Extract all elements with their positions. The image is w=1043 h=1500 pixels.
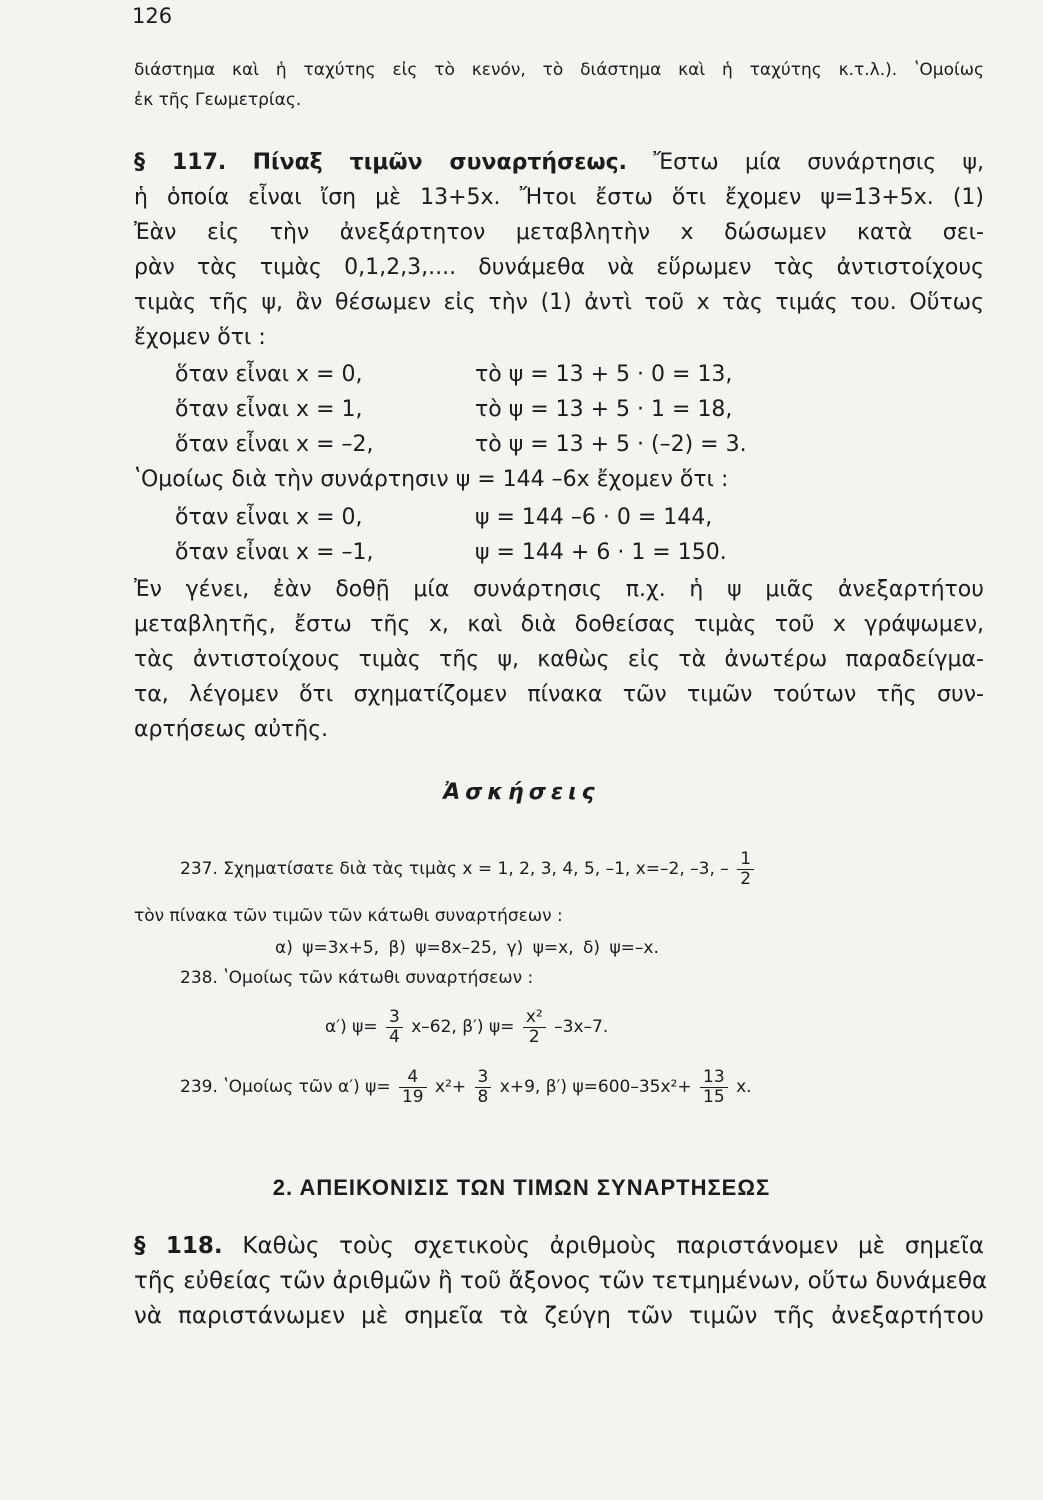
exercise-237-text: 237. Σχηματίσατε διὰ τὰς τιμὰς x = 1, 2, 3, 4, 5, –1, x=–2, –3, – (180, 859, 729, 880)
section-117-line-8: Ἐν γένει, ἐὰν δοθῇ μία συνάρτησις π.χ. ἡ ψ μιᾶς ἀνεξαρτήτου (134, 577, 984, 602)
value-row-4 (175, 505, 713, 530)
exercise-237-fraction: $\frac{1}{2}$ (737, 850, 754, 888)
exercise-237-line-2: τὸν πίνακα τῶν τιμῶν τῶν κάτωθι συναρτήσεων : (134, 906, 563, 926)
value-row-2-x: ὅταν εἶναι x = 1, (175, 397, 363, 422)
value-row-2-y: τὸ ψ = 13 + 5 · 1 = 18, (475, 397, 733, 422)
section-117-number: § 117. (134, 150, 227, 175)
exercise-237-line-3: α) ψ=3x+5, β) ψ=8x–25, γ) ψ=x, δ) ψ=–x. (275, 938, 659, 958)
section-117-line-1-text: Ἔστω μία συνάρτησις ψ, (653, 150, 984, 175)
value-row-1-x: ὅταν εἶναι x = 0, (175, 362, 363, 387)
value-row-3-y: τὸ ψ = 13 + 5 · (–2) = 3. (475, 432, 747, 457)
exercises-heading: Ἀσκήσεις (443, 780, 600, 805)
exercise-238-fraction-a: $\frac{3}{4}$ (386, 1008, 403, 1046)
section-117-line-2: ἡ ὁποία εἶναι ἴση μὲ 13+5x. Ἤτοι ἔστω ὅτι ἔχομεν ψ=13+5x. (1) (134, 185, 984, 210)
section-118-number: § 118. (134, 1233, 223, 1259)
value-row-1-y: τὸ ψ = 13 + 5 · 0 = 13, (475, 362, 733, 387)
exercise-239-fraction-1: $\frac{4}{19}$ (399, 1068, 427, 1106)
section-118-line-1 (134, 1233, 984, 1259)
page-number: 126 (132, 4, 173, 28)
section-117-line-7: ʽΟμοίως διὰ τὴν συνάρτησιν ψ = 144 –6x ἔχομεν ὅτι : (134, 467, 729, 492)
exercise-239-fraction-2: $\frac{3}{8}$ (475, 1068, 492, 1106)
value-row-2 (175, 397, 733, 422)
section-117-line-3: Ἐὰν εἰς τὴν ἀνεξάρτητον μεταβλητὴν x δώσωμεν κατὰ σει- (134, 220, 984, 245)
exercise-238-line-2: α′) ψ= $\frac{3}{4}$ x–62, β′) ψ= $\frac{\text{x²}}{2}$ –3x–7. (325, 1007, 609, 1047)
section-117-line-6: ἔχομεν ὅτι : (134, 325, 266, 350)
exercise-239-fraction-3: $\frac{13}{15}$ (700, 1068, 728, 1106)
exercise-238-fraction-b: $\frac{\text{x²}}{2}$ (523, 1008, 546, 1046)
value-row-1 (175, 362, 733, 387)
chapter-2-heading: 2. ΑΠΕΙΚΟΝΙΣΙΣ ΤΩΝ ΤΙΜΩΝ ΣΥΝΑΡΤΗΣΕΩΣ (272, 1175, 771, 1200)
exercise-237-line-1 (180, 850, 757, 888)
section-117-line-11: τα, λέγομεν ὅτι σχηματίζομεν πίνακα τῶν τιμῶν τούτων τῆς συν- (134, 682, 984, 707)
value-row-3 (175, 432, 747, 457)
value-row-5 (175, 540, 727, 565)
section-118-line-1-text: Καθὼς τοὺς σχετικοὺς ἀριθμοὺς παριστάνομεν μὲ σημεῖα (242, 1233, 984, 1259)
section-117-line-9: μεταβλητῆς, ἔστω τῆς x, καὶ διὰ δοθείσας τιμὰς τοῦ x γράψωμεν, (134, 612, 984, 637)
value-row-5-x: ὅταν εἶναι x = –1, (175, 540, 374, 565)
intro-line-2: ἐκ τῆς Γεωμετρίας. (134, 90, 302, 110)
section-117-line-12: αρτήσεως αὐτῆς. (134, 717, 329, 742)
exercise-239-line: 239. ʽΟμοίως τῶν α′) ψ= $\frac{4}{19}$ x²+ $\frac{3}{8}$ x+9, β′) ψ=600–35x²+ $\frac{13}{15}$ x. (180, 1067, 752, 1107)
value-row-4-x: ὅταν εἶναι x = 0, (175, 505, 363, 530)
section-117-title: Πίναξ τιμῶν συναρτήσεως. (252, 150, 627, 175)
section-118-line-3: νὰ παριστάνωμεν μὲ σημεῖα τὰ ζεύγη τῶν τιμῶν τῆς ἀνεξαρτήτου (134, 1303, 984, 1329)
value-row-5-y: ψ = 144 + 6 · 1 = 150. (475, 540, 727, 565)
section-117-heading-line (134, 150, 984, 175)
section-118-line-2: τῆς εὐθείας τῶν ἀριθμῶν ἢ τοῦ ἄξονος τῶν τετμημένων, οὕτω δυνάμεθα (134, 1268, 988, 1294)
value-row-3-x: ὅταν εἶναι x = –2, (175, 432, 374, 457)
section-117-line-5: τιμὰς τῆς ψ, ἂν θέσωμεν εἰς τὴν (1) ἀντὶ τοῦ x τὰς τιμάς του. Οὕτως (134, 290, 984, 315)
section-117-line-4: ρὰν τὰς τιμὰς 0,1,2,3,.... δυνάμεθα νὰ εὕρωμεν τὰς ἀντιστοίχους (134, 255, 984, 280)
section-117-line-10: τὰς ἀντιστοίχους τιμὰς τῆς ψ, καθὼς εἰς τὰ ἀνωτέρω παραδείγμα- (134, 647, 984, 672)
exercise-238-line-1: 238. ʽΟμοίως τῶν κάτωθι συναρτήσεων : (180, 968, 534, 988)
value-row-4-y: ψ = 144 –6 · 0 = 144, (475, 505, 713, 530)
intro-line-1: διάστημα καὶ ἡ ταχύτης εἰς τὸ κενόν, τὸ διάστημα καὶ ἡ ταχύτης κ.τ.λ.). ʽΟμοίως (134, 60, 984, 80)
